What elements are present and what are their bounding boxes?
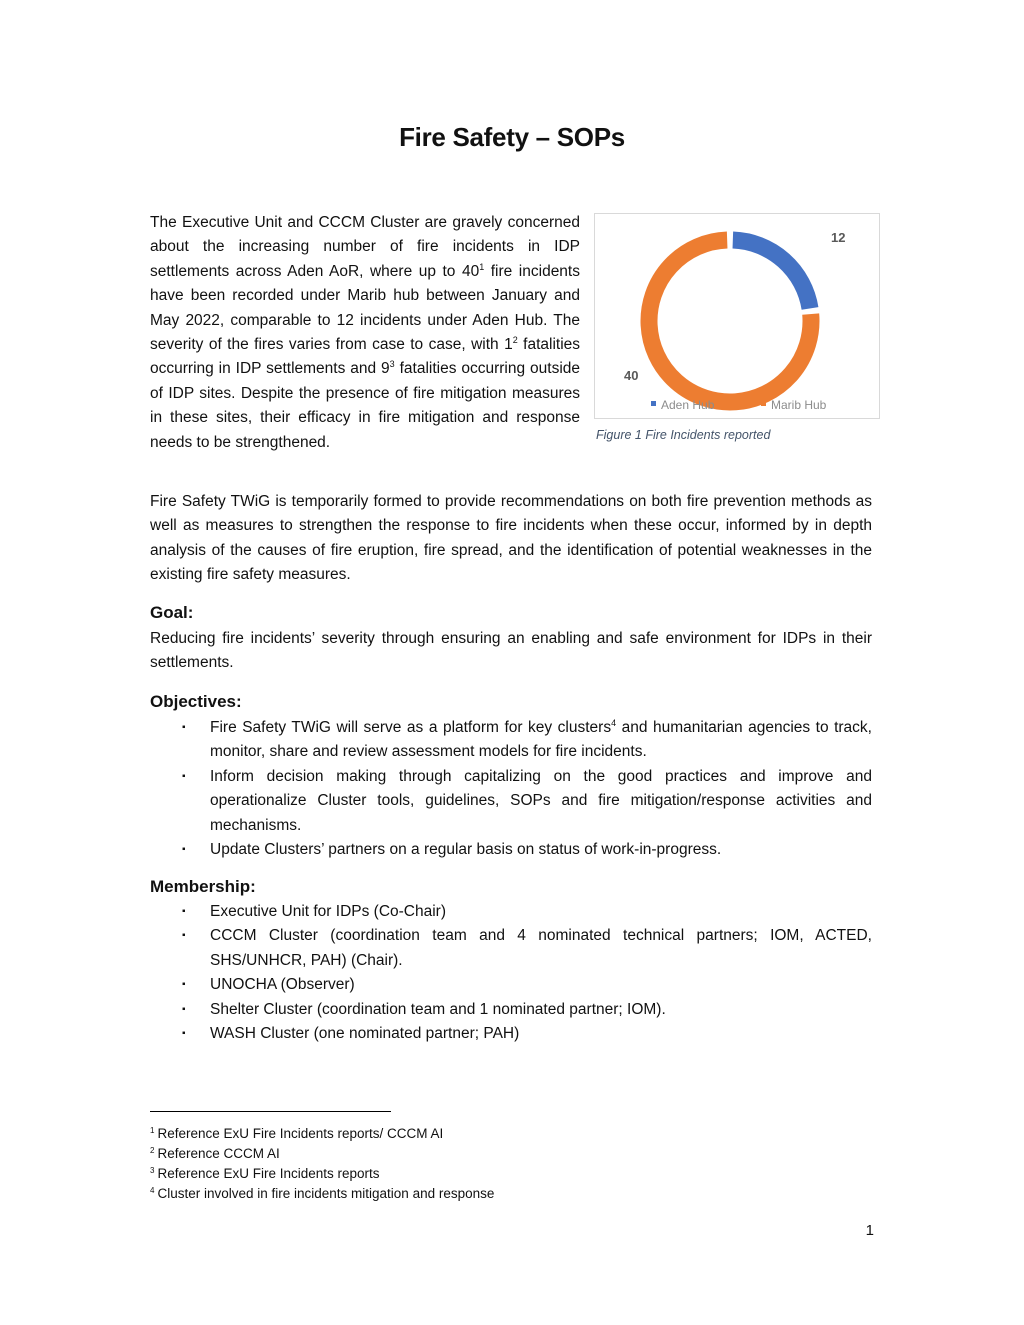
footnote	[150, 1164, 494, 1184]
footnote-text: Reference ExU Fire Incidents reports/ CCCM AI	[157, 1126, 444, 1141]
goal-text: Reducing fire incidents’ severity through ensuring an enabling and safe environment for IDPs in their settlements.	[150, 630, 872, 672]
legend-swatch	[761, 401, 766, 406]
membership-text: WASH Cluster (one nominated partner; PAH)	[210, 1025, 520, 1043]
data-label: 40	[624, 368, 639, 383]
footnotes	[150, 1124, 494, 1204]
membership-item	[150, 998, 872, 1022]
footnote-number: 4	[150, 1185, 155, 1195]
footnote-ref-1[interactable]: 1	[479, 261, 485, 272]
intro-text-1: The Executive Unit and CCCM Cluster are gravely concerned about the increasing number of fire incidents in IDP settlements across Aden AoR, where up to 40	[150, 214, 580, 280]
membership-text: CCCM Cluster (coordination team and 4 nominated technical partners; IOM, ACTED, SHS/UNHCR, PAH) (Chair).	[210, 927, 872, 969]
objective-text-1a: Fire Safety TWiG will serve as a platform for key clusters	[210, 719, 612, 736]
footnote-ref-2[interactable]: 2	[512, 334, 518, 345]
footnote-ref-4[interactable]: 4	[611, 717, 617, 728]
objective-item	[150, 838, 872, 862]
fire-incidents-donut-chart	[594, 213, 880, 419]
membership-text: UNOCHA (Observer)	[210, 976, 355, 994]
footnote-text: Reference CCCM AI	[157, 1146, 280, 1161]
membership-item	[150, 900, 872, 924]
legend-swatch	[651, 401, 656, 406]
objectives-list	[150, 716, 872, 862]
bullet-icon: ▪	[182, 1028, 186, 1040]
objective-text-1b: and humanitarian agencies to track, monitor, share and review assessment models for fire incidents.	[210, 719, 872, 761]
footnote	[150, 1144, 494, 1164]
bullet-icon: ▪	[182, 844, 186, 856]
membership-text: Executive Unit for IDPs (Co-Chair)	[210, 903, 447, 920]
membership-text: Shelter Cluster (coordination team and 1 nominated partner; IOM).	[210, 1000, 666, 1018]
intro-paragraph	[150, 211, 580, 455]
footnote-ref-3[interactable]: 3	[389, 359, 395, 370]
bullet-icon: ▪	[182, 906, 186, 917]
footnote-text: Cluster involved in fire incidents mitigation and response	[157, 1186, 495, 1201]
footnote-number: 3	[150, 1165, 155, 1175]
twig-paragraph: Fire Safety TWiG is temporarily formed to provide recommendations on both fire prevention methods as well as measures to strengthen the response to fire incidents when these occur, informed by in depth analysis of the causes of fire eruption, fire spread, and the identification of potential weaknesses in the existing fire safety measures.	[150, 493, 872, 584]
bullet-icon: ▪	[182, 722, 186, 733]
legend-label: Aden Hub	[661, 398, 715, 412]
footnote	[150, 1184, 494, 1204]
objectives-heading: Objectives:	[150, 692, 242, 711]
footnote-number: 1	[150, 1125, 155, 1135]
objective-item	[150, 765, 872, 838]
objective-item	[150, 716, 872, 765]
membership-item	[150, 1022, 872, 1046]
bullet-icon: ▪	[182, 930, 186, 942]
goal-heading: Goal:	[150, 603, 194, 622]
donut-chart-svg	[595, 214, 879, 418]
footnote-number: 2	[150, 1145, 155, 1155]
page-number: 1	[865, 1222, 874, 1239]
footnote-divider	[150, 1111, 391, 1112]
membership-heading: Membership:	[150, 877, 256, 896]
membership-item	[150, 924, 872, 973]
objective-text-3: Update Clusters’ partners on a regular basis on status of work-in-progress.	[210, 841, 722, 859]
data-label: 12	[831, 230, 846, 245]
page-title: Fire Safety – SOPs	[399, 122, 625, 152]
footnote-text: Reference ExU Fire Incidents reports	[157, 1166, 380, 1181]
membership-list	[150, 900, 872, 1046]
intro-text-4: fatalities occurring outside of IDP sites. Despite the presence of fire mitigation measures in these sites, their efficacy in fire mitigation and response needs to be strengthened.	[150, 360, 581, 451]
bullet-icon: ▪	[182, 1003, 186, 1015]
intro-text-3: fatalities occurring in IDP settlements and 9	[150, 336, 581, 378]
membership-item	[150, 973, 872, 997]
intro-text-2: fire incidents have been recorded under Marib hub between January and May 2022, comparable to 12 incidents under Aden Hub. The severity of the fires varies from case to case, with 1	[150, 262, 580, 354]
footnote	[150, 1124, 494, 1144]
objective-text-2: Inform decision making through capitalizing on the good practices and improve and operationalize Cluster tools, guidelines, SOPs and fire mitigation/response activities and mechanisms.	[210, 767, 872, 834]
bullet-icon: ▪	[182, 979, 186, 991]
legend-label: Marib Hub	[771, 398, 827, 412]
bullet-icon: ▪	[182, 770, 186, 782]
donut-slice-aden-hub	[733, 240, 810, 308]
figure-caption: Figure 1 Fire Incidents reported	[596, 428, 771, 442]
